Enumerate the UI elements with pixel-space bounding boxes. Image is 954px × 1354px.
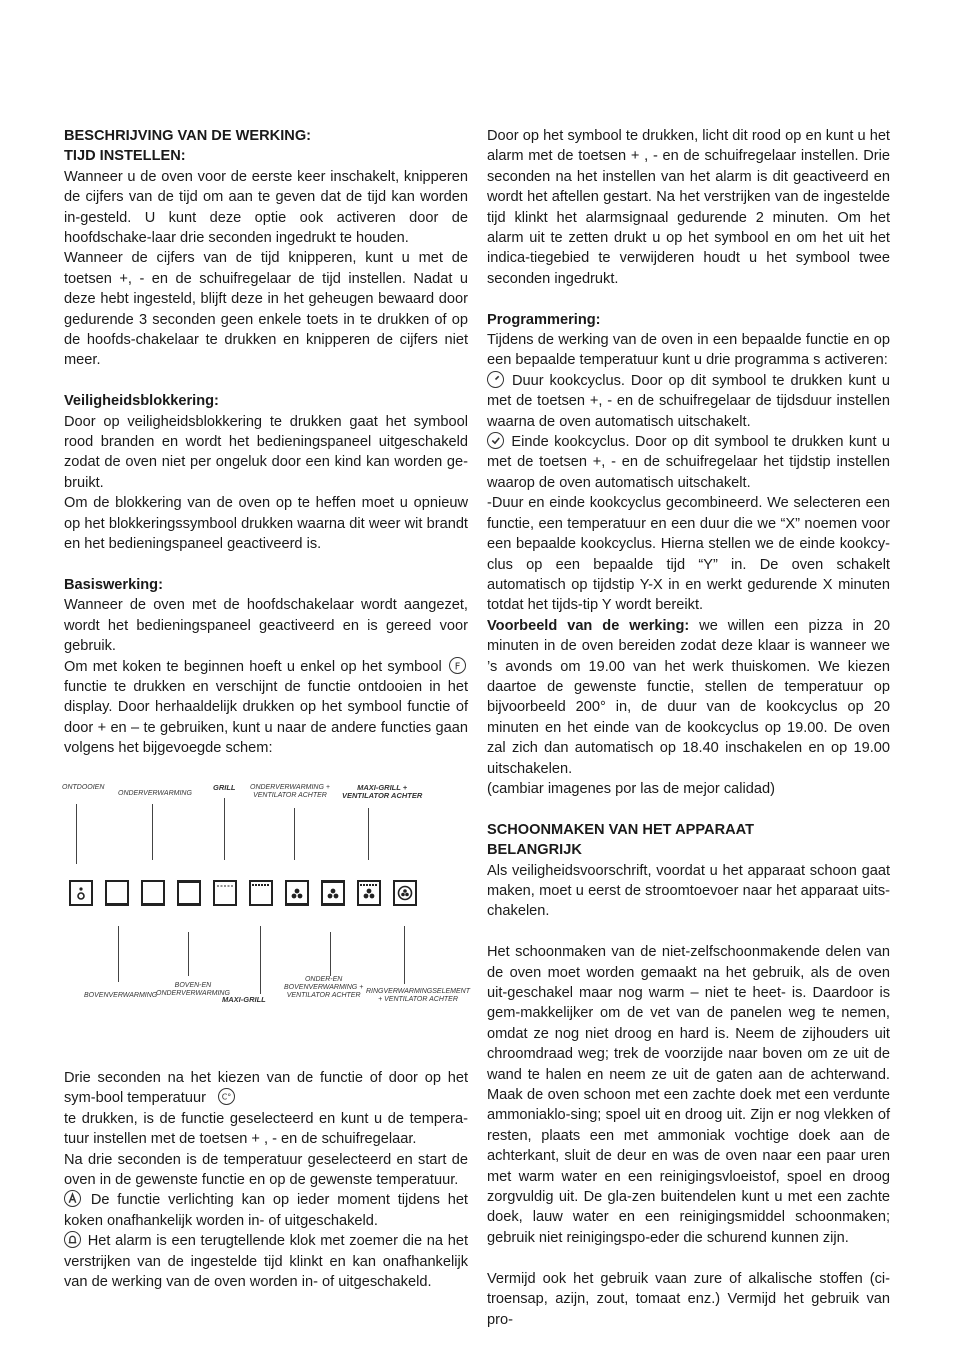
paragraph — [487, 432, 890, 493]
defrost-icon — [69, 880, 93, 906]
right-column — [487, 126, 890, 1330]
connector-line — [260, 926, 261, 994]
temperature-icon — [218, 1088, 235, 1105]
paragraph-text: we willen een pizza in 20 minuten in de oven bereiden zodat deze klaar is wanneer we ’s avonds om 19.00 van het werk thuiskomen. We kiezen daartoe de gewenste functie, stellen de temperatuur op bijvoorbeeld 200° in, de duur van de kookcyclus op 20 minuten en het einde van de kookcyclus op 19.00. De oven zal zich dan automatisch op 18.40 inschakelen en op 19.00 uitschakelen. — [487, 617, 890, 777]
light-icon — [64, 1190, 81, 1207]
paragraph: Het schoonmaken van de niet-zelfschoonmakende delen van de oven moet worden gemaakt na het gebruik, als de oven uit-geschakel maar nog warm – niet te heet- is. Daardoor is gem-makkelijker om de vet van de panelen weg te nemen, omdat ze nog niet droog en hard is. Neem de zijhouders uit chroomdraad weg; trek de voorzijde naar boven om ze uit de wand te halen en neem ze uit de gaten aan de achterwand. Maak de oven schoon met een zachte doek met een verdunte ammoniaklo-sing; spoel uit en droog uit. Zijn er nog vlekken of resten, plaats een met ammoniak vochtige doek aan de achterkant, sluit de deur en was de oven naar een paar uren met warm water en een reinigingsvloeistof, spoel en droog zorgvuldig uit. De gla-zen buitendelen kunt u met een zachte doek, lauw water en een reinigingsmiddel schoonmaken; gebruik niet reinigingspo-eder die schurend kunnen zijn. — [487, 944, 890, 1246]
paragraph: te drukken, is de functie geselecteerd en kunt u de tempera-tuur instellen met de toetsen + , - en de schuifregelaar. — [64, 1110, 468, 1148]
grill-icon — [213, 880, 237, 906]
paragraph-text: Om met koken te beginnen hoeft u enkel op het symbool — [64, 658, 442, 675]
label-maxi-grill: MAXI-GRILL — [222, 995, 266, 1004]
heading-tijd-instellen: TIJD INSTELLEN: — [64, 148, 186, 165]
label-onderverwarming: ONDERVERWARMING — [118, 790, 192, 797]
cooking-duration-icon — [487, 371, 504, 388]
connector-line — [330, 932, 331, 976]
heading-beschrijving: BESCHRIJVING VAN DE WERKING: — [64, 128, 312, 144]
example-label: Voorbeeld van de werking: — [487, 617, 690, 634]
function-icon — [449, 657, 466, 674]
paragraph: Door op veiligheidsblokkering te drukken gaat het symbool rood branden en wordt het bedieningspaneel uitgeschakeld zodat de oven niet per ongeluk door een kind kan worden ge-bruikt. — [64, 413, 468, 491]
connector-line — [188, 932, 189, 976]
paragraph: Wanneer u de oven voor de eerste keer inschakelt, knipperen de cijfers van de tijd om aan te geven dat de tijd kan worden in-gesteld. U kunt deze optie ook activeren door de hoofdschake-laar drie seconden ingedrukt te houden. — [64, 168, 468, 247]
paragraph: -Duur en einde kookcyclus gecombineerd. We selecteren een functie, een temperatuur en een duur die we “X” noemen voor een bepaalde kookcyclus. Hierna stellen we de einde kookcy-clus op een bepaalde tijd “Y” in. De oven schakelt automatisch op tijdstip Y-X in en werkt gedurende X minuten totdat het tijds-tip Y wordt bereikt. — [487, 495, 890, 614]
label-bovenverwarming: BOVENVERWARMING — [84, 992, 158, 999]
svg-text:C°: C° — [221, 1093, 232, 1103]
heading-programmering: Programmering: — [487, 311, 601, 328]
paragraph: Wanneer de oven met de hoofdschakelaar wordt aangezet, wordt het bedieningspaneel geactiveerd en is gereed voor gebruik. — [64, 597, 468, 655]
alarm-icon — [64, 1231, 81, 1248]
paragraph-text: De functie verlichting kan op ieder moment tijdens het koken onafhankelijk worden in- of uitgeschakeld. — [64, 1192, 468, 1229]
label-boven-en-onderverwarming: BOVEN-EN ONDERVERWARMING — [156, 982, 230, 997]
maxi-grill-icon — [249, 880, 273, 906]
paragraph — [487, 371, 890, 432]
left-column — [64, 126, 468, 759]
paragraph: Om de blokkering van de oven op te heffen moet u opnieuw op het blokkeringssymbool drukken waarna dit weer wit brandt en het bedieningspaneel geactiveerd is. — [64, 495, 468, 553]
paragraph — [64, 1231, 468, 1292]
top-heating-icon — [105, 880, 129, 906]
fan-top-bottom-icon — [321, 880, 345, 906]
paragraph-text: functie te drukken en verschijnt de functie ontdooien in het display. Door herhaaldelijk drukken op het symbool functie of door + en – te gebruiken, kunt u naar de andere functies gaan volgens het bijgevoegde schem: — [64, 678, 468, 757]
connector-line — [118, 926, 119, 982]
label-ontdooien: ONTDOOIEN — [62, 784, 105, 791]
connector-line — [404, 926, 405, 984]
fan-ring-icon — [393, 880, 417, 906]
connector-line — [368, 808, 369, 860]
paragraph: Tijdens de werking van de oven in een bepaalde functie en op een bepaalde temperatuur kunt u drie programma s activeren: — [487, 332, 890, 369]
paragraph-text: Einde kookcyclus. Door op dit symbool te drukken kunt u met de toetsen +, - en de schuifregelaar het tijdstip instellen waarop de oven automatisch uitschakelt. — [487, 434, 890, 491]
paragraph: Vermijd ook het gebruik vaan zure of alkalische stoffen (ci-troensap, azijn, zout, tomaat enz.) Vermijd het gebruik van pro- — [487, 1270, 890, 1328]
top-bottom-heating-icon — [177, 880, 201, 906]
label-maxi-grill-ventilator: MAXI-GRILL + VENTILATOR ACHTER — [342, 783, 423, 800]
paragraph: Door op het symbool te drukken, licht dit rood op en kunt u het alarm met de toetsen + , - en de schuifregelaar instellen. Drie seconden na het instellen van het alarm is dit geactiveerd en wordt het aftellen gestart. Na het verstrijken van de ingestelde tijd klinkt het alarmsignaal gedurende 2 minuten. Om het alarm uit te zetten drukt u op het symbool en om het uit het indica-tiegebied te verwijderen houdt u het symbool twee seconden ingedrukt. — [487, 128, 890, 287]
paragraph-text: Drie seconden na het kiezen van de functie of door op het sym-bool temperatuur — [64, 1070, 468, 1107]
paragraph: Als veiligheidsvoorschrift, voordat u het apparaat schoon gaat maken, moet u eerst de stroomtoevoer naar het apparaat uits-chakelen. — [487, 862, 890, 920]
paragraph — [64, 657, 468, 759]
label-onderverwarming-ventilator: ONDERVERWARMING + VENTILATOR ACHTER — [250, 784, 330, 799]
paragraph: Wanneer de cijfers van de tijd knipperen, kunt u met de toetsen +, - en de schuifregelaar de tijd instellen. Nadat u deze hebt ingesteld, blijft deze in het geheugen bewaard door gedurende 3 seconden geen enkele toets in te drukken of op de hoofds-chakelaar te drukken en knipperen de cijfers niet meer. — [64, 250, 468, 369]
connector-line — [76, 804, 77, 864]
connector-line — [294, 808, 295, 860]
heading-belangrijk: BELANGRIJK — [487, 842, 582, 859]
paragraph — [487, 616, 890, 779]
paragraph — [64, 1068, 468, 1109]
fan-maxi-grill-icon — [357, 880, 381, 906]
label-ringverwarmingselement: RINGVERWARMINGSELEMENT + VENTILATOR ACHTER — [366, 988, 470, 1003]
connector-line — [152, 804, 153, 860]
svg-text:F: F — [454, 660, 461, 672]
connector-line — [224, 798, 225, 860]
heading-veiligheidsblokkering: Veiligheidsblokkering: — [64, 393, 219, 410]
paragraph-text: Het alarm is een terugtellende klok met zoemer die na het verstrijken van de ingestelde tijd klinkt en kan onafhankelijk van de werking van de oven worden in- of uitgeschakeld. — [64, 1233, 468, 1291]
paragraph: Na drie seconden is de temperatuur geselecteerd en start de oven in de gewenste functie en op de gewenste temperatuur. — [64, 1151, 468, 1189]
label-grill: GRILL — [213, 783, 236, 792]
heading-schoonmaken: SCHOONMAKEN VAN HET APPARAAT — [487, 821, 755, 838]
paragraph: (cambiar imagenes por las de mejor calidad) — [487, 780, 775, 797]
cooking-end-icon — [487, 432, 504, 449]
function-diagram — [60, 780, 470, 1010]
heading-basiswerking: Basiswerking: — [64, 576, 163, 593]
fan-bottom-icon — [285, 880, 309, 906]
paragraph — [64, 1190, 468, 1231]
left-column-lower — [64, 1068, 468, 1292]
label-onder-en-bovenverwarming-ventilator: ONDER-EN BOVENVERWARMING + VENTILATOR ACHTER — [284, 976, 364, 999]
paragraph-text: Duur kookcyclus. Door op dit symbool te drukken kunt u met de toetsen +, - en de schuifregelaar de tijdsduur instellen waarna de oven automatisch uitschakelt. — [487, 372, 890, 430]
bottom-heating-icon — [141, 880, 165, 906]
